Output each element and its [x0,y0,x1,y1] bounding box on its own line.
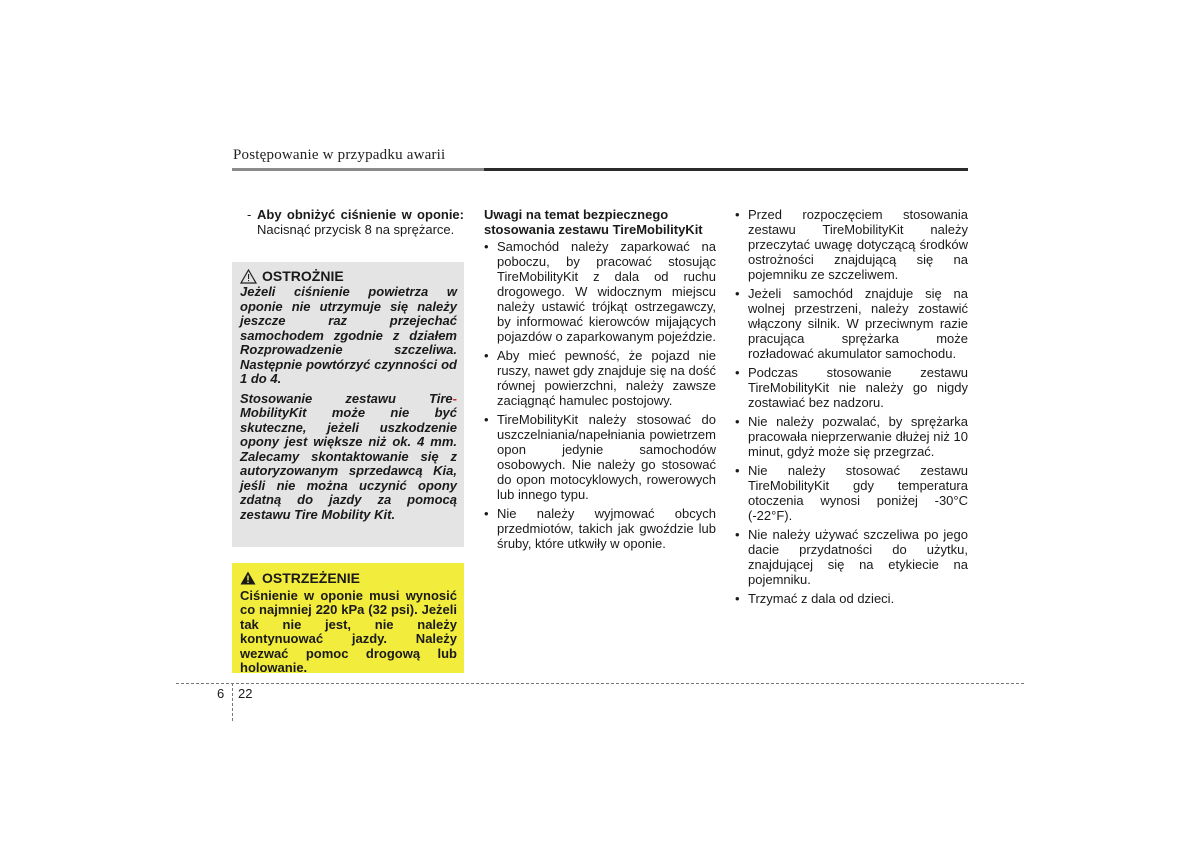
warning-title-text: OSTRZEŻENIE [262,570,361,586]
list-item [484,348,716,408]
bullet-icon: • [735,463,740,478]
footer-divider [176,683,1024,684]
list-item [484,506,716,551]
warning-title [240,571,457,586]
list-item [484,239,716,344]
list-item [735,591,968,606]
list-item [735,463,968,523]
list-item-text: Nie należy pozwalać, by sprężarka pracowała nieprzerwanie dłużej niż 10 minut, gdyż może się przegrzać. [748,414,968,459]
caution-title-text: OSTROŻNIE [262,268,344,285]
warning-triangle-icon [240,571,256,585]
bullet-icon: • [735,591,740,606]
list-item-text: Nie należy wyjmować obcych przedmiotów, takich jak gwoździe lub śruby, które utkwiły w oponie. [497,506,716,551]
safety-heading: Uwagi na temat bezpiecznego stosowania zestawu TireMobilityKit [484,207,703,237]
list-item [735,286,968,361]
safety-list [484,239,716,551]
caution-triangle-icon [240,269,257,284]
list-item-text: Aby mieć pewność, że pojazd nie ruszy, nawet gdy znajduje się na dość równej powierzchni, należy zawsze zaciągnąć hamulec postojowy. [497,348,716,408]
footer-vertical-divider [232,683,233,721]
bullet-icon: • [735,414,740,429]
bullet-icon: • [484,412,489,427]
caution-p2-main: Stosowanie zestawu Tire [240,390,453,406]
caution-paragraph-1: Jeżeli ciśnienie powietrza w oponie nie utrzymuje się należy jeszcze raz przejechać samochodem zgodnie z działem Rozprowadzenie szczeliwa. Następnie powtórzyć czynności od 1 do 4. [240,284,457,386]
warning-paragraph: Ciśnienie w oponie musi wynosić co najmniej 220 kPa (32 psi). Jeżeli tak nie jest, nie należy kontynuować jazdy. Należy wezwać pomoc drogową lub holowanie. [240,587,457,675]
dash-item-bold: Aby obniżyć ciśnienie w oponie: [257,207,464,222]
chapter-number: 6 [217,686,225,701]
list-item-text: Przed rozpoczęciem stosowania zestawu TireMobilityKit należy przeczytać uwagę dotyczącą środków ostrożności znajdującą się na pojemniku ze szczeliwem. [748,207,968,282]
section-title: Postępowanie w przypadku awarii [233,147,446,163]
list-item [735,527,968,587]
list-item-text: Jeżeli samochód znajduje się na wolnej przestrzeni, należy zostawić włączony silnik. W przeciwnym razie pracująca sprężarka może rozładować akumulator samochodu. [748,286,968,361]
bullet-icon: • [484,348,489,363]
caution-p2-hyphen: - [452,390,457,406]
column-middle [484,207,716,555]
caution-paragraph-2 [240,392,457,523]
list-item-text: Nie należy używać szczeliwa po jego dacie przydatności do użytku, znajdującej się na etykiecie na pojemniku. [748,527,968,587]
list-item-text: Samochód należy zaparkować na poboczu, by pracować stosując TireMobilityKit z dala od ruchu drogowego. W widocznym miejscu należy ustawić trójkąt ostrzegawczy, by informować kierowców mijających pojazdów o zaparkowanym pojeździe. [497,239,716,344]
page-number: 22 [238,686,253,701]
bullet-icon: • [735,365,740,380]
list-item [735,414,968,459]
dash-item-text: Nacisnąć przycisk 8 na sprężarce. [257,222,455,237]
column-left [240,207,464,237]
warning-box [232,563,464,673]
bullet-icon: • [735,286,740,301]
caution-p2-rest: MobilityKit może nie być skuteczne, jeżeli uszkodzenie opony jest większe niż ok. 4 mm. Zalecamy skontaktowanie się z autoryzowanym sprzedawcą Kia, jeśli nie można uczynić opony zdatną do jazdy za pomocą zestawu Tire Mobility Kit. [240,405,457,522]
list-item-text: Nie należy stosować zestawu TireMobilityKit gdy temperatura otoczenia wynosi poniżej -30°C (-22°F). [748,463,968,523]
dash-list-item [240,207,464,237]
list-item-text: Trzymać z dala od dzieci. [748,591,895,606]
dash-mark: - [247,207,252,222]
bullet-icon: • [484,239,489,254]
list-item [484,412,716,502]
bullet-icon: • [484,506,489,521]
list-item-text: TireMobilityKit należy stosować do uszczelniania/napełniania powietrzem opon jedynie samochodów osobowych. Nie należy go stosować do opon motocyklowych, rowerowych lub innego typu. [497,412,716,502]
caution-box [232,262,464,547]
list-item [735,365,968,410]
list-item [735,207,968,282]
column-right [735,207,968,610]
list-item-text: Podczas stosowanie zestawu TireMobilityKit nie należy go nigdy zostawiać bez nadzoru. [748,365,968,410]
precautions-list [735,207,968,606]
caution-title [240,269,457,284]
header-rule-accent [232,168,484,171]
bullet-icon: • [735,527,740,542]
bullet-icon: • [735,207,740,222]
